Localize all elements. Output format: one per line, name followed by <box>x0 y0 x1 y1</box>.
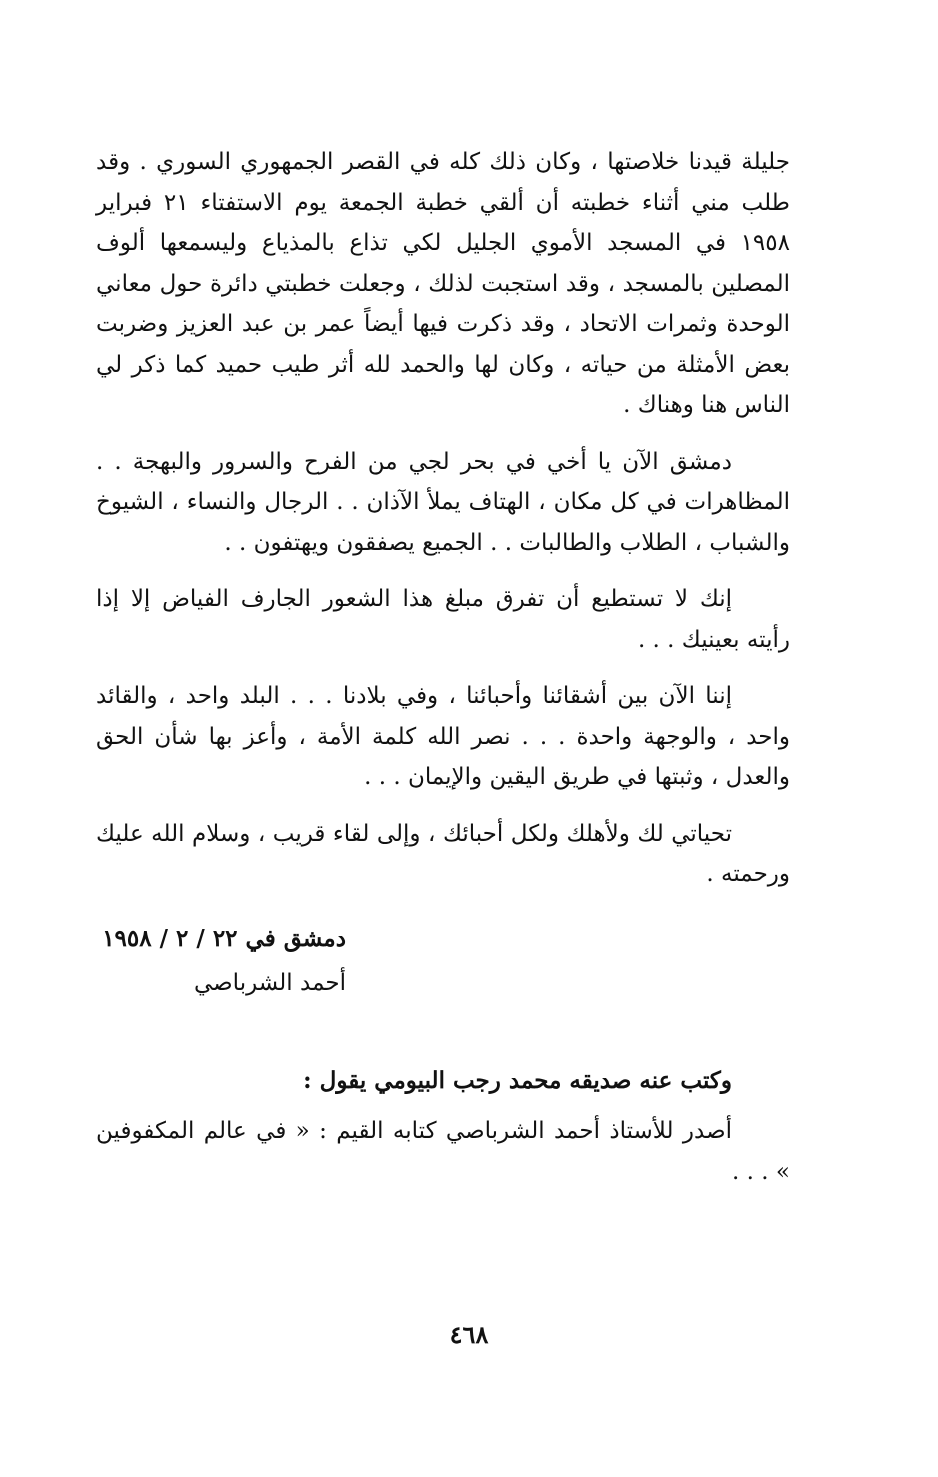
signoff-lines <box>96 917 346 1005</box>
paragraph-gap <box>96 895 790 917</box>
paragraph-gap <box>96 1101 790 1111</box>
letter-author: أحمد الشرباصي <box>193 969 346 996</box>
paragraph-1: جليلة قيدنا خلاصتها ، وكان ذلك كله في القصر الجمهوري السوري . وقد طلب مني أثناء خطبته أن ألقي خطبة الجمعة يوم الاستفتاء ٢١ فبراير ١٩٥٨ في المسجد الأموي الجليل لكي تذاع بالمذياع وليسمعها ألوف المصلين بالمسجد ، وقد استجبت لذلك ، وجعلت خطبتي دائرة حول معاني الوحدة وثمرات الاتحاد ، وقد ذكرت فيها أيضاً عمر بن عبد العزيز وضربت بعض الأمثلة من حياته ، وكان لها والحمد لله أثر طيب حميد كما ذكر لي الناس هنا وهناك . <box>96 149 790 418</box>
friend-intro: وكتب عنه صديقه محمد رجب البيومي يقول : <box>303 1066 732 1094</box>
friend-quote: أصدر للأستاذ أحمد الشرباصي كتابه القيم : « في عالم المكفوفين » . . . <box>96 1118 790 1185</box>
paragraph-gap <box>96 563 790 579</box>
paragraph-4: إننا الآن بين أشقائنا وأحبائنا ، وفي بلادنا . . . البلد واحد ، والقائد واحد ، والوجهة واحدة . . . نصر الله كلمة الأمة ، وأعز بها شأن الحق والعدل ، وثبتها في طريق اليقين والإيمان . . . <box>96 683 790 790</box>
paragraph-2: دمشق الآن يا أخي في بحر لجي من الفرح والسرور والبهجة . . المظاهرات في كل مكان ، الهتاف يملأ الآذان . . الرجال والنساء ، الشيوخ والشباب ، الطلاب والطالبات . . الجميع يصفقون ويهتفون . . <box>96 448 790 556</box>
paragraph-gap <box>96 798 790 814</box>
page-body <box>96 142 790 1192</box>
signoff-block <box>96 917 346 1005</box>
letter-date: دمشق في ٢٢ / ٢ / ١٩٥٨ <box>102 924 346 952</box>
page-number: ٤٦٨ <box>449 1320 489 1349</box>
paragraph-gap <box>96 660 790 676</box>
section-gap <box>96 1005 790 1061</box>
paragraph-3: إنك لا تستطيع أن تفرق مبلغ هذا الشعور الجارف الفياض إلا إذا رأيته بعينيك . . . <box>96 586 790 653</box>
paragraph-gap <box>96 426 790 442</box>
paragraph-5: تحياتي لك ولأهلك ولكل أحبائك ، وإلى لقاء قريب ، وسلام الله عليك ورحمته . <box>96 820 790 887</box>
